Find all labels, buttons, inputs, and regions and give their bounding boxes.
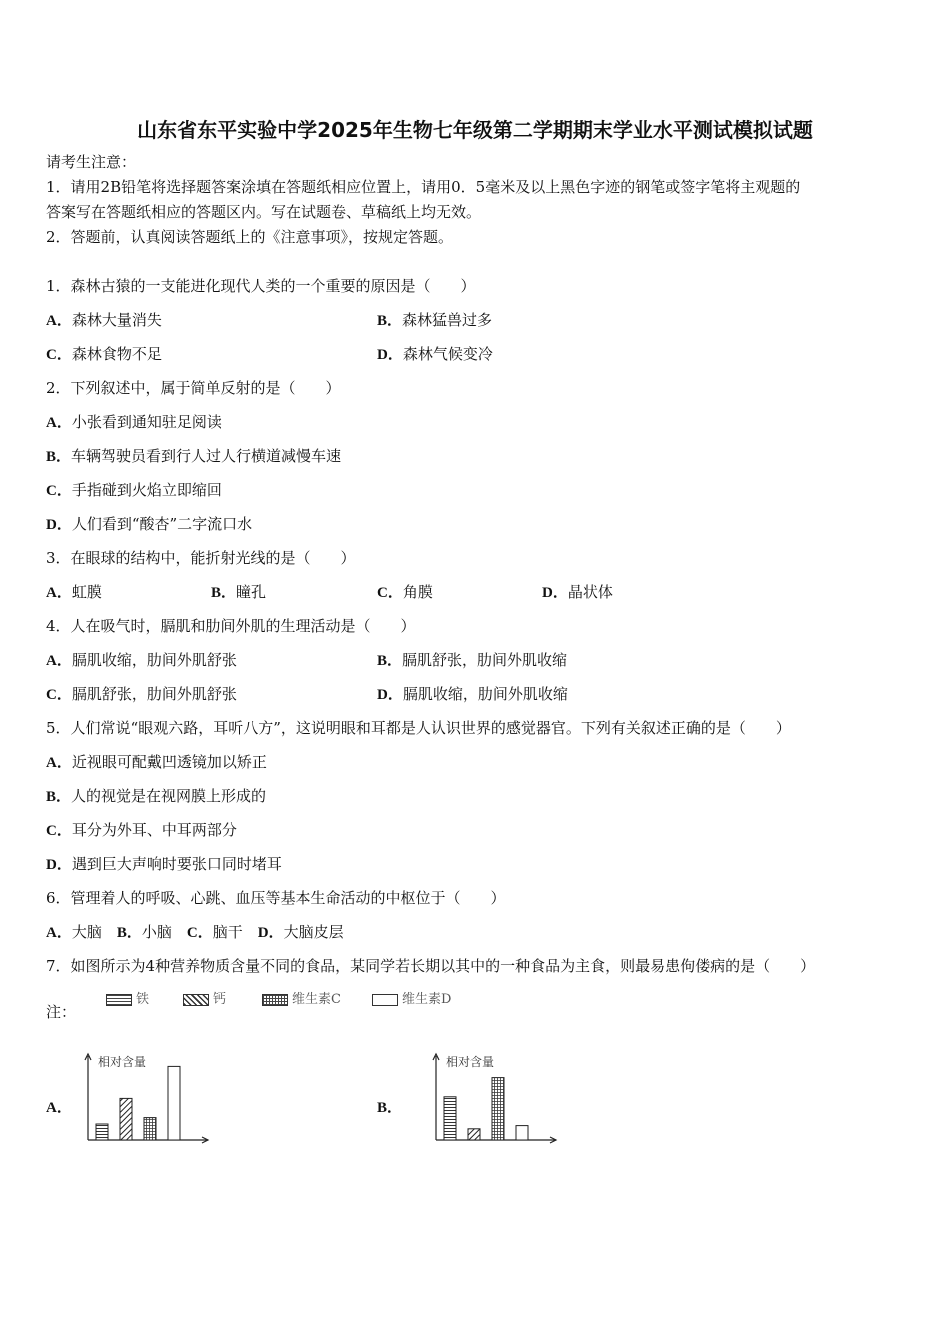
question-7: 7．如图所示为4种营养物质含量不同的食品，某同学若长期以其中的一种食品为主食，则最易患佝偻病的是（ ） [46,957,816,975]
option-text: 森林大量消失 [71,311,162,329]
bar-vitamin-d [516,1126,528,1140]
chart-b [428,1050,568,1150]
option-label: B． [46,789,72,805]
option-label: A． [46,1100,72,1116]
option-text: 膈肌收缩，肋间外肌舒张 [71,651,237,669]
q4-option-d [377,684,568,705]
q5-option-c [46,820,237,841]
question-4: 4．人在吸气时，膈肌和肋间外肌的生理活动是（ ） [46,617,416,635]
q5-option-a [46,752,267,773]
legend-label: 钙 [213,992,227,1007]
calcium-swatch-icon [183,994,209,1006]
option-text: 森林食物不足 [71,345,162,363]
bar-vitamin-c [144,1118,156,1140]
notice-heading: 请考生注意： [46,153,137,171]
q5-option-b [46,786,266,807]
option-label: C． [46,687,72,703]
q5-option-d [46,854,282,875]
q7-note-label: 注： [46,1003,77,1021]
q7-option-b-label [377,1097,402,1118]
option-label: B． [211,585,237,601]
option-label: D． [542,585,568,601]
option-text: 晶状体 [567,583,613,601]
q1-option-d [377,344,493,365]
option-text: 近视眼可配戴凹透镜加以矫正 [71,753,267,771]
q1-option-c [46,344,162,365]
option-text: 耳分为外耳、中耳两部分 [71,821,237,839]
option-label: A． [46,653,72,669]
question-3: 3．在眼球的结构中，能折射光线的是（ ） [46,549,356,567]
q1-option-b [377,310,492,331]
option-label: B． [377,313,403,329]
option-text: 虹膜 [71,583,102,601]
legend-vitamin-d [372,988,451,1007]
chart-a [80,1050,220,1150]
page-title: 山东省东平实验中学2025年生物七年级第二学期期末学业水平测试模拟试题 [137,118,813,142]
option-label: D． [46,857,72,873]
q2-option-b [46,446,341,467]
question-6: 6．管理着人的呼吸、心跳、血压等基本生命活动的中枢位于（ ） [46,889,506,907]
notice-item-1b: 答案写在答题纸相应的答题区内。写在试题卷、草稿纸上均无效。 [46,203,482,221]
question-1: 1．森林古猿的一支能进化现代人类的一个重要的原因是（ ） [46,277,476,295]
legend-vitamin-c [262,988,341,1007]
option-label: D． [46,517,72,533]
option-text: 膈肌舒张，肋间外肌舒张 [71,685,237,703]
option-text: 森林气候变冷 [402,345,493,363]
option-label: A． [46,313,72,329]
legend-label: 铁 [136,992,150,1007]
q4-option-b [377,650,567,671]
option-label: B． [377,1100,403,1116]
q3-option-a [46,582,102,603]
option-label: C． [186,925,213,941]
option-label: D． [377,347,403,363]
bar-calcium [468,1129,480,1140]
option-text: 小张看到通知驻足阅读 [71,413,222,431]
option-text: 大脑 [71,923,102,941]
option-label: A． [46,755,72,771]
legend-calcium [183,988,226,1007]
option-label: B． [46,449,72,465]
bar-iron [96,1124,108,1140]
option-label: C． [377,585,403,601]
option-text: 膈肌收缩，肋间外肌收缩 [402,685,568,703]
q3-option-b [211,582,266,603]
bar-vitamin-d [168,1066,180,1140]
y-axis-label: 相对含量 [446,1055,495,1069]
legend-iron [106,988,149,1007]
q6-options-row [46,922,344,943]
notice-item-2: 2．答题前，认真阅读答题纸上的《注意事项》，按规定答题。 [46,228,454,246]
q4-option-a [46,650,237,671]
option-text: 瞳孔 [236,583,267,601]
q2-option-c [46,480,222,501]
option-text: 遇到巨大声响时要张口同时堵耳 [71,855,282,873]
option-label: C． [46,347,72,363]
legend-label: 维生素D [402,992,452,1007]
bar-calcium [120,1098,132,1140]
notice-item-1a: 1．请用2B铅笔将选择题答案涂填在答题纸相应位置上，请用0．5毫米及以上黑色字迹的钢笔或签字笔将主观题的 [46,178,801,196]
option-text: 森林猛兽过多 [402,311,493,329]
q7-option-a-label [46,1097,72,1118]
option-text: 车辆驾驶员看到行人过人行横道减慢车速 [71,447,342,465]
bar-iron [444,1097,456,1140]
q3-option-c [377,582,433,603]
option-label: B． [116,925,142,941]
option-label: D． [257,925,284,941]
y-axis-label: 相对含量 [98,1055,147,1069]
option-text: 膈肌舒张，肋间外肌收缩 [402,651,568,669]
q1-option-a [46,310,162,331]
option-label: A． [46,415,72,431]
option-text: 角膜 [402,583,433,601]
q4-option-c [46,684,237,705]
question-2: 2．下列叙述中，属于简单反射的是（ ） [46,379,341,397]
option-text: 脑干 [212,923,243,941]
iron-swatch-icon [106,994,132,1006]
option-text: 人们看到“酸杏”二字流口水 [71,515,253,533]
vitamin-c-swatch-icon [262,994,288,1006]
option-text: 手指碰到火焰立即缩回 [71,481,222,499]
vitamin-d-swatch-icon [372,994,398,1006]
option-text: 人的视觉是在视网膜上形成的 [71,787,267,805]
option-label: C． [46,483,72,499]
q2-option-d [46,514,252,535]
option-label: D． [377,687,403,703]
option-label: B． [377,653,403,669]
bar-vitamin-c [492,1078,504,1140]
option-label: C． [46,823,72,839]
q2-option-a [46,412,222,433]
option-text: 小脑 [141,923,172,941]
option-label: A． [46,585,72,601]
option-label: A． [46,925,72,941]
option-text: 大脑皮层 [283,923,344,941]
q3-option-d [542,582,613,603]
legend-label: 维生素C [292,992,341,1007]
question-5: 5．人们常说“眼观六路，耳听八方”，这说明眼和耳都是人认识世界的感觉器官。下列有关叙述正确的是（ ） [46,719,791,737]
